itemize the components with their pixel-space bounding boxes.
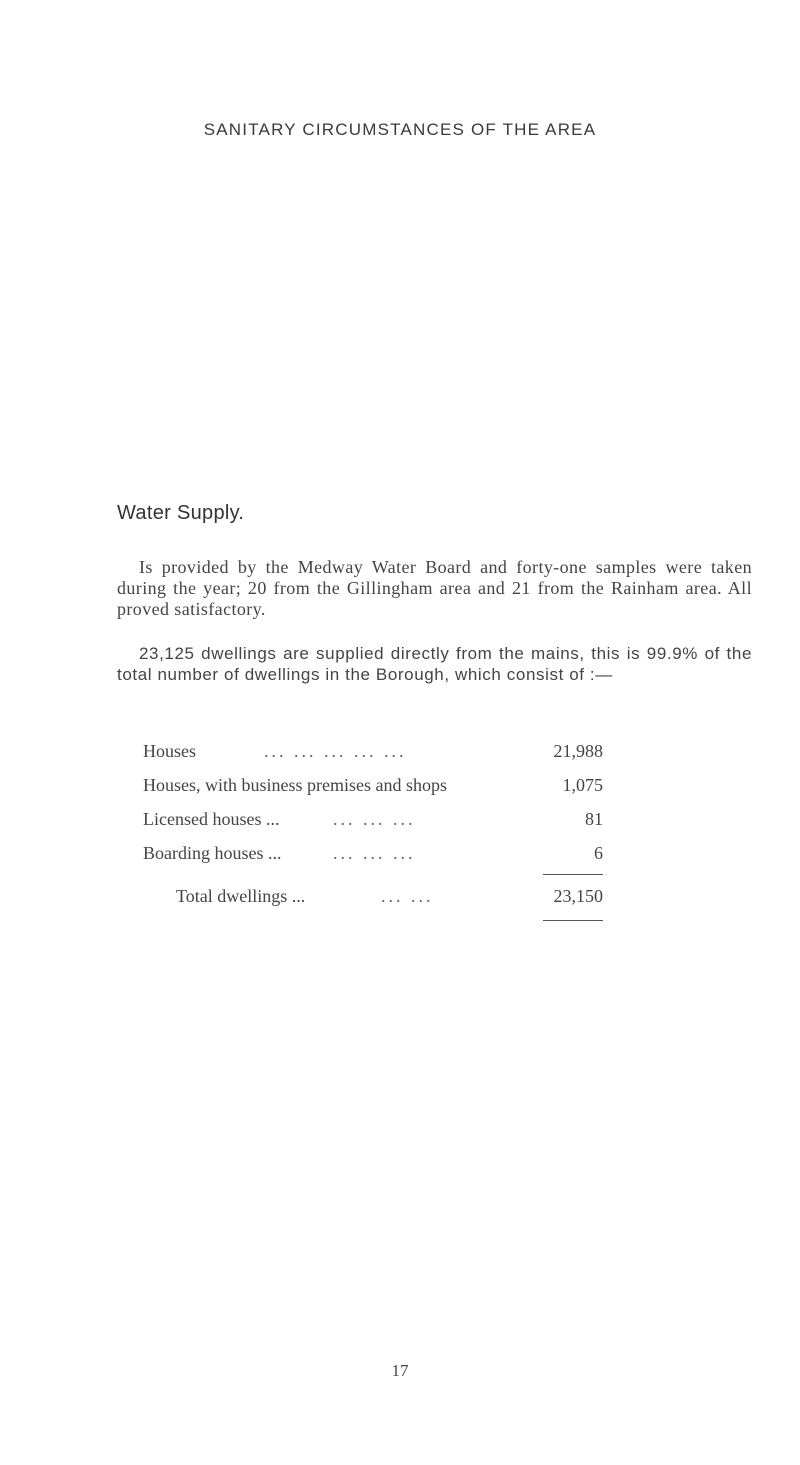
table-row — [143, 802, 603, 836]
total-leader: ... ... — [381, 886, 434, 906]
row-leader: ... ... ... — [333, 843, 416, 863]
dwellings-table — [143, 734, 603, 906]
row-label: Boarding houses ... — [143, 843, 282, 863]
row-value: 81 — [585, 809, 603, 829]
row-value: 1,075 — [562, 775, 603, 795]
paragraph-dwellings-supplied: 23,125 dwellings are supplied directly from the mains, this is 99.9% of the total number of dwellings in the Borough, which consist of :— — [117, 644, 752, 684]
table-row — [143, 734, 603, 768]
row-label: Houses — [143, 741, 196, 761]
total-rule — [543, 920, 603, 921]
row-label: Licensed houses ... — [143, 809, 280, 829]
page-heading: SANITARY CIRCUMSTANCES OF THE AREA — [203, 120, 597, 139]
page-number: 17 — [391, 1361, 409, 1380]
subtotal-rule — [543, 874, 603, 875]
total-value: 23,150 — [553, 886, 603, 906]
row-value: 21,988 — [553, 741, 603, 761]
total-row — [143, 879, 603, 913]
row-value: 6 — [594, 843, 603, 863]
section-title: Water Supply. — [117, 502, 245, 524]
paragraph-water-supply-provider: Is provided by the Medway Water Board and forty-one samples were taken during the year; 20 from the Gillingham area and 21 from the Rainham area. All proved satisfactory. — [117, 557, 752, 619]
total-label: Total dwellings ... — [176, 886, 306, 906]
row-label: Houses, with business premises and shops — [143, 775, 447, 795]
table-row — [143, 836, 603, 870]
row-leader: ... ... ... ... ... — [264, 741, 407, 761]
table-row — [143, 768, 603, 802]
row-leader: ... ... ... — [333, 809, 416, 829]
